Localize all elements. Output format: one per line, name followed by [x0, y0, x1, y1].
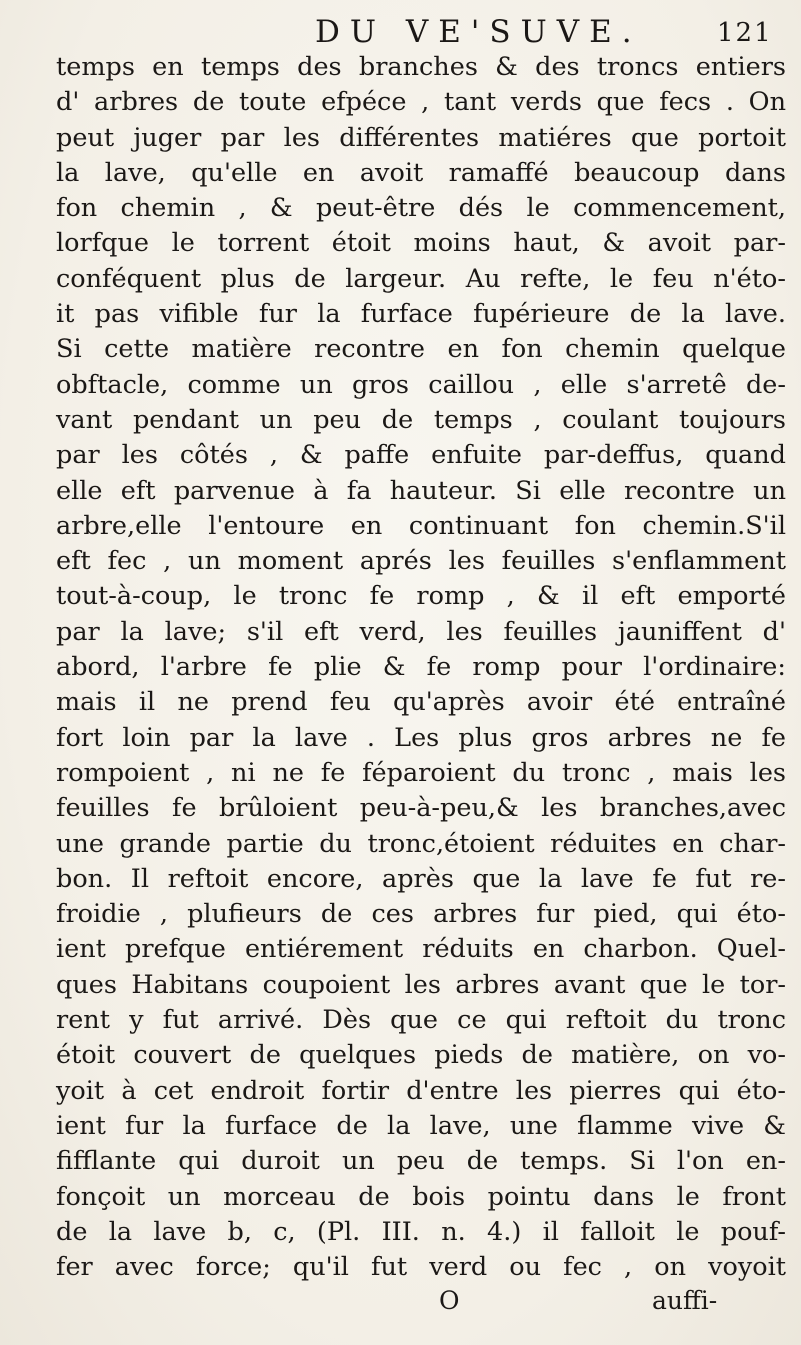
text-line: froidie , plufieurs de ces arbres fur pied, qui éto- [56, 899, 786, 930]
text-line: ques Habitans coupoient les arbres avant que le tor- [56, 969, 786, 1000]
page-header [0, 14, 801, 54]
text-line: peut juger par les différentes matiéres que portoit [56, 122, 786, 153]
text-line: ient fur la furface de la lave, une flamme vive & [56, 1110, 786, 1141]
text-line: par la lave; s'il eft verd, les feuilles jauniffent d' [56, 616, 786, 647]
text-line: eft fec , un moment aprés les feuilles s'enflamment [56, 546, 786, 577]
text-line: fonçoit un morceau de bois pointu dans le front [56, 1181, 786, 1212]
text-line: rompoient , ni ne fe féparoient du tronc , mais les [56, 757, 786, 788]
text-line: étoit couvert de quelques pieds de matière, on vo- [56, 1040, 786, 1071]
text-line: obftacle, comme un gros caillou , elle s'arretê de- [56, 369, 786, 400]
text-line: it pas vifible fur la furface fupérieure de la lave. [56, 299, 786, 330]
body-text [56, 50, 786, 1285]
text-line: fifflante qui duroit un peu de temps. Si l'on en- [56, 1146, 786, 1177]
catchword: auffi- [652, 1286, 718, 1315]
page-footer [0, 1286, 801, 1336]
text-line: conféquent plus de largeur. Au refte, le feu n'éto- [56, 263, 786, 294]
text-line: arbre,elle l'entoure en continuant fon chemin.S'il [56, 510, 786, 541]
text-line: mais il ne prend feu qu'après avoir été entraîné [56, 687, 786, 718]
text-line: vant pendant un peu de temps , coulant toujours [56, 404, 786, 435]
text-line: fort loin par la lave . Les plus gros arbres ne fe [56, 722, 786, 753]
text-line: fon chemin , & peut-être dés le commencement, [56, 193, 786, 224]
text-line: ient prefque entiérement réduits en charbon. Quel- [56, 934, 786, 965]
text-line: elle eft parvenue à fa hauteur. Si elle recontre un [56, 475, 786, 506]
text-line: la lave, qu'elle en avoit ramaffé beaucoup dans [56, 157, 786, 188]
page-number: 121 [717, 18, 773, 48]
text-line: rent y fut arrivé. Dès que ce qui reftoit du tronc [56, 1005, 786, 1036]
text-line: une grande partie du tronc,étoient réduites en char- [56, 828, 786, 859]
text-line: par les côtés , & paffe enfuite par-deffus, quand [56, 440, 786, 471]
text-line: d' arbres de toute efpéce , tant verds que fecs . On [56, 87, 786, 118]
signature-mark: O [439, 1286, 460, 1315]
text-line: yoit à cet endroit fortir d'entre les pierres qui éto- [56, 1075, 786, 1106]
text-line: fer avec force; qu'il fut verd ou fec , on voyoit [56, 1252, 786, 1283]
text-line: feuilles fe brûloient peu-à-peu,& les branches,avec [56, 793, 786, 824]
text-line: lorfque le torrent étoit moins haut, & avoit par- [56, 228, 786, 259]
text-line: tout-à-coup, le tronc fe romp , & il eft emporté [56, 581, 786, 612]
text-line: Si cette matière recontre en fon chemin quelque [56, 334, 786, 365]
text-line: bon. Il reftoit encore, après que la lave fe fut re- [56, 863, 786, 894]
text-line: de la lave b, c, (Pl. III. n. 4.) il falloit le pouf- [56, 1216, 786, 1247]
running-title: DU VE'SUVE. [315, 14, 642, 50]
text-line: abord, l'arbre fe plie & fe romp pour l'ordinaire: [56, 652, 786, 683]
text-line: temps en temps des branches & des troncs entiers [56, 52, 786, 82]
